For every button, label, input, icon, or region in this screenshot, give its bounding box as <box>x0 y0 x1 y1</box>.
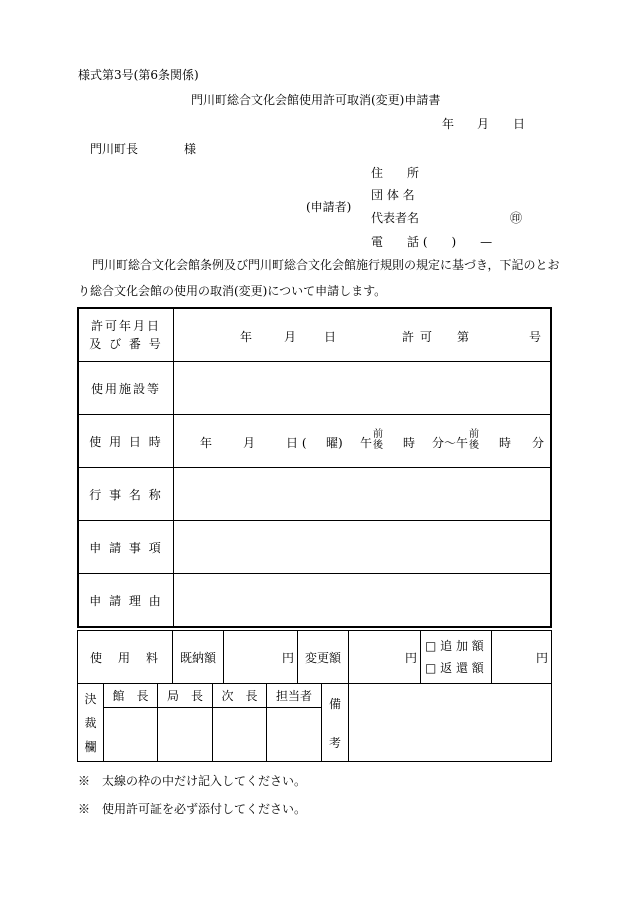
remarks-field[interactable] <box>349 684 552 762</box>
event-field[interactable] <box>174 468 552 521</box>
note-1: ※ 太線の枠の中だけ記入してください。 <box>78 774 307 788</box>
event-label: 行 事 名 称 <box>78 468 174 521</box>
changed-label: 変更額 <box>298 631 349 684</box>
facility-label: 使用施設等 <box>78 362 174 415</box>
date-month: 月 <box>477 117 490 131</box>
facility-field[interactable] <box>174 362 552 415</box>
applicant-address-label: 住 所 <box>371 166 420 180</box>
fee-label: 使 用 料 <box>78 631 173 684</box>
table-row <box>78 362 551 415</box>
intro-line-2: り総合文化会館の使用の取消(変更)について申請します。 <box>78 284 387 298</box>
table-row <box>78 308 551 362</box>
applicant-label: (申請者) <box>306 200 352 214</box>
datetime-field[interactable]: 年 月 日 ( 曜) 午 前 後 時 分～午 前 後 時 分 <box>174 415 552 468</box>
application-table <box>77 307 552 628</box>
permit-field[interactable]: 年 月 日 許可 第 号 <box>174 308 552 362</box>
table-row <box>78 574 551 628</box>
adjust-amount[interactable]: 円 <box>492 631 552 684</box>
note-2: ※ 使用許可証を必ず添付してください。 <box>78 802 307 816</box>
director-header: 館 長 <box>104 684 158 708</box>
add-checkbox[interactable]: □ 追 加 額 <box>425 639 484 653</box>
approval-label: 決 裁 欄 <box>78 684 104 762</box>
date-year: 年 <box>442 117 455 131</box>
form-number: 様式第3号(第6条関係) <box>78 68 199 82</box>
deputy-header: 次 長 <box>213 684 267 708</box>
table-row <box>78 684 552 708</box>
deputy-stamp[interactable] <box>213 708 267 762</box>
table-row <box>78 631 552 684</box>
request-field[interactable] <box>174 521 552 574</box>
bureau-stamp[interactable] <box>158 708 213 762</box>
applicant-representative-label: 代表者名 <box>371 211 420 225</box>
table-row <box>78 415 551 468</box>
paid-label: 既納額 <box>173 631 224 684</box>
intro-line-1: 門川町総合文化会館条例及び門川町総合文化会館施行規則の規定に基づき，下記のとお <box>92 258 560 272</box>
director-stamp[interactable] <box>104 708 158 762</box>
staff-header: 担当者 <box>267 684 322 708</box>
applicant-phone-label: 電 話 ( ) — <box>371 235 493 249</box>
approval-table <box>77 683 552 762</box>
seal-mark: ㊞ <box>510 211 523 225</box>
applicant-group-label: 団 体 名 <box>371 188 415 202</box>
table-row <box>78 521 551 574</box>
refund-checkbox[interactable]: □ 返 還 額 <box>425 661 484 675</box>
remarks-label: 備 考 <box>322 684 349 762</box>
staff-stamp[interactable] <box>267 708 322 762</box>
fee-table <box>77 630 552 684</box>
request-label: 申 請 事 項 <box>78 521 174 574</box>
addressee: 門川町長 <box>90 142 139 156</box>
permit-label: 許可年月日 及 び 番 号 <box>78 308 174 362</box>
reason-label: 申 請 理 由 <box>78 574 174 628</box>
changed-amount[interactable]: 円 <box>349 631 421 684</box>
adjust-type[interactable] <box>421 631 492 684</box>
paid-amount[interactable]: 円 <box>224 631 298 684</box>
date-day: 日 <box>513 117 526 131</box>
datetime-label: 使 用 日 時 <box>78 415 174 468</box>
addressee-suffix: 様 <box>184 142 197 156</box>
form-title: 門川町総合文化会館使用許可取消(変更)申請書 <box>191 93 441 107</box>
bureau-header: 局 長 <box>158 684 213 708</box>
table-row <box>78 468 551 521</box>
reason-field[interactable] <box>174 574 552 628</box>
